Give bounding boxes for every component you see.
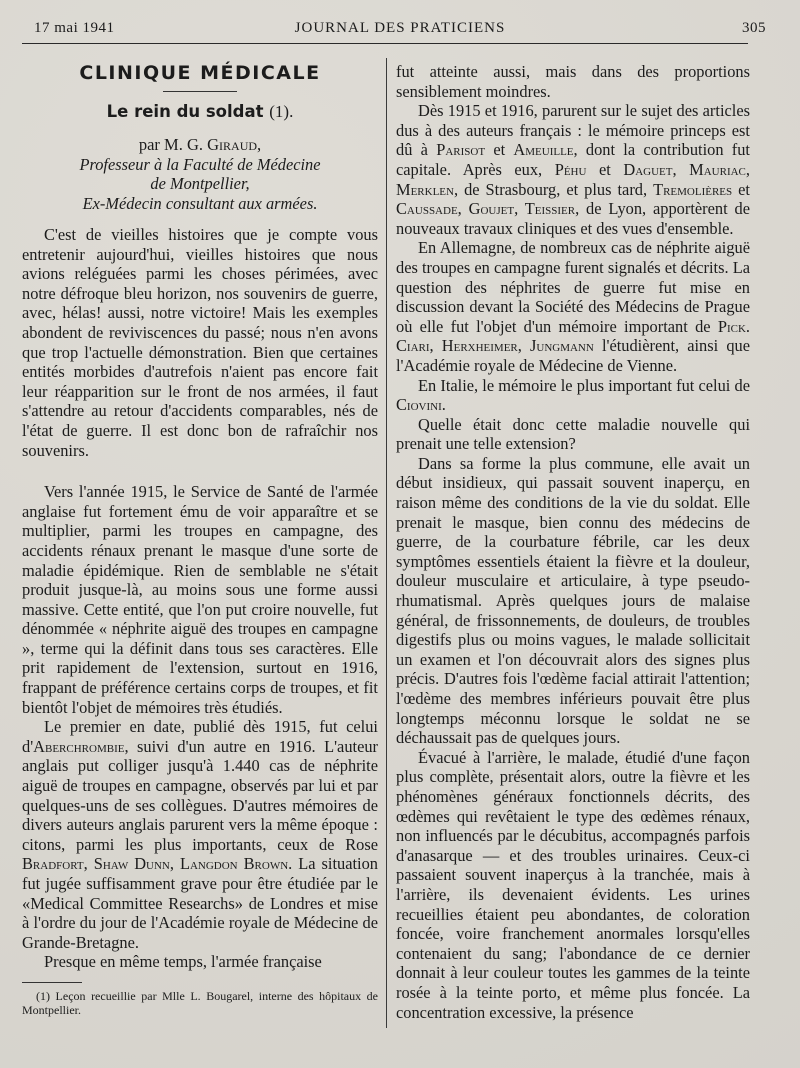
paragraph: Presque en même temps, l'armée française <box>44 952 322 972</box>
paragraph: fut atteinte aussi, mais dans des proportions sensiblement moindres. <box>396 62 750 101</box>
column-divider <box>386 58 387 1028</box>
article-title <box>22 102 378 122</box>
footnote-rule <box>22 982 82 983</box>
author-citation: Pick. Ciari, Herxheimer, Jungmann <box>396 316 750 356</box>
paragraph: En Allemagne, de nombreux cas de néphrite aiguë des troupes en campagne furent signalés et décrits. La question des néphrites de guerre fut mise en discussion devant la Société des Médecins de Prague où elle fut l'objet d'un mémoire important de Pick. Ciari, Herxheimer, Jungmann l'étudièrent, ainsi que l'Académie royale de Médecine de Vienne. <box>396 238 750 375</box>
affiliation-line-3: Ex-Médecin consultant aux armées. <box>82 193 318 213</box>
issue-date: 17 mai 1941 <box>34 20 115 36</box>
section-title-rule <box>163 91 237 92</box>
author-citation: Ameuille <box>513 140 574 160</box>
author-citation: Parisot <box>436 140 486 160</box>
author-citation: Daguet, Mauriac, Merklen <box>396 159 750 199</box>
affiliation-line-2: de Montpellier, <box>150 174 250 194</box>
footnote-marker: (1). <box>269 101 294 121</box>
right-column <box>396 62 750 1022</box>
article-title-text: Le rein du soldat <box>106 101 264 121</box>
paragraph: Le premier en date, publié dès 1915, fut celui d'Aberchrombie, suivi d'un autre en 1916. L'auteur anglais put colliger jusqu'à 1.440 cas de néphrite aiguë de troupes en campagne, observés par lui et par quelques-uns de ses collègues. D'autres mémoires de divers auteurs anglais parurent vers la même époque : citons, parmi les plus importants, ceux de Rose Bradfort, Shaw Dunn, Langdon Brown. La situation fut jugée suffisamment grave pour être étudiée par le «Medical Committee Researchs» de Londres et mise à l'ordre du jour de l'Académie royale de Médecine de Grande-Bretagne. <box>22 717 378 952</box>
section-title: CLINIQUE MÉDICALE <box>79 62 321 84</box>
author-citation: Ciovini <box>396 395 442 415</box>
paragraph: Quelle était donc cette maladie nouvelle qui prenait une telle extension? <box>396 414 750 454</box>
page-number: 305 <box>742 20 766 36</box>
paragraph: En Italie, le mémoire le plus important fut celui de Ciovini. <box>396 375 750 415</box>
author-citation: Péhu <box>554 159 587 179</box>
paragraph: Évacué à l'arrière, le malade, étudié d'une façon plus complète, présentait alors, outre la fièvre et les phénomènes généraux fonctionnels décrits, des œdèmes qui revêtaient le type des œdèmes rénaux, non influencés par le décubitus, accompagnés parfois d'anasarque — et des troubles urinaires. Ceux-ci passaient souvent inaperçus à la tranchée, mais à l'arrière, ils devenaient évidents. Les urines recueillies étaient peu abondantes, de coloration foncée, voire franchement anormales lorsqu'elles contenaient du sang; l'abondance de ce dernier donnait à leur couleur toutes les gammes de la teinte rosée à la teinte porto, et même plus foncée. La concentration excessive, la présence <box>396 747 750 1022</box>
author-citation: Caussade, Goujet, Teissier <box>396 199 576 219</box>
author-line <box>22 135 378 155</box>
journal-name: JOURNAL DES PRATICIENS <box>294 20 506 36</box>
author-name: Giraud, <box>207 135 262 155</box>
paragraph: Dès 1915 et 1916, parurent sur le sujet des articles dus à des auteurs français : le mémoire princeps est dû à Parisot et Ameuille, dont la contribution fut capitale. Après eux, Péhu et Daguet, Mauriac, Merklen, de Strasbourg, et plus tard, Tremolières et Caussade, Goujet, Teissier, de Lyon, apportèrent de nouveaux travaux cliniques et des vues d'ensemble. <box>396 101 750 238</box>
header-rule <box>22 43 748 44</box>
running-head <box>34 20 766 40</box>
paragraph: Vers l'année 1915, le Service de Santé de l'armée anglaise fut fortement ému de voir apparaître et se multiplier, parmi les troupes en campagne, des accidents rénaux prenant le masque d'une sorte de maladie épidémique. Rien de semblable ne s'était produit jusque-là, au moins sous une forme aussi massive. Cette entité, que l'on put croire nouvelle, fut dénommée « néphrite aiguë des troupes en campagne », terme qui la définit dans tous ses caractères. Elle prit rapidement de l'extension, surtout en 1916, frappant de préférence certains corps de troupes, et fit bientôt l'objet de mémoires très étudiés. <box>22 482 378 717</box>
affiliation-line-1: Professeur à la Faculté de Médecine <box>79 154 321 174</box>
author-prefix: par M. G. <box>138 135 203 155</box>
author-citation: Tremolières <box>653 179 733 199</box>
author-citation: Bradfort, Shaw Dunn, Langdon Brown <box>22 854 289 874</box>
paragraph: Dans sa forme la plus commune, elle avait un début insidieux, qui passait souvent inaperçu, en raison même des conditions de la vie du soldat. Elle prenait le masque, bien connu des médecins de guerre, de la courbature fébrile, car les deux symptômes essentiels étaient la fièvre et la douleur, douleur musculaire et articulaire, à type pseudo-rhumatismal. Après quelques jours de malaise général, de frissonnements, de douleurs, de troubles digestifs plus ou moins vagues, le malade sollicitait un examen et l'on découvrait alors des signes plus précis. D'autres fois l'œdème facial attirait l'attention; l'œdème des membres inférieurs pouvait être plus longtemps méconnu lorsque le soldat ne se déchaussait pas de quelques jours. <box>396 453 750 748</box>
author-citation: Aberchrombie <box>33 736 125 756</box>
footnote: (1) Leçon recueillie par Mlle L. Bougarel, interne des hôpitaux de Montpellier. <box>22 988 378 1017</box>
left-column <box>22 58 378 1017</box>
paragraph: C'est de vieilles histoires que je compte vous entretenir aujourd'hui, vieilles histoires que nous avions reléguées parmi les choses périmées, avec notre défroque bleu horizon, nos souvenirs de guerre, avec, hélas! aussi, notre victoire! Mais les exemples abondent de reviviscences du passé; nous n'en avons que trop l'actuelle démonstration. Bien que certaines entités morbides d'autrefois n'aient pas encore fait leur réapparition sur le front de nos armées, il faut s'attendre au retour d'accidents comparables, nés de l'état de guerre. Il est donc bon de rafraîchir nos souvenirs. <box>22 225 378 460</box>
